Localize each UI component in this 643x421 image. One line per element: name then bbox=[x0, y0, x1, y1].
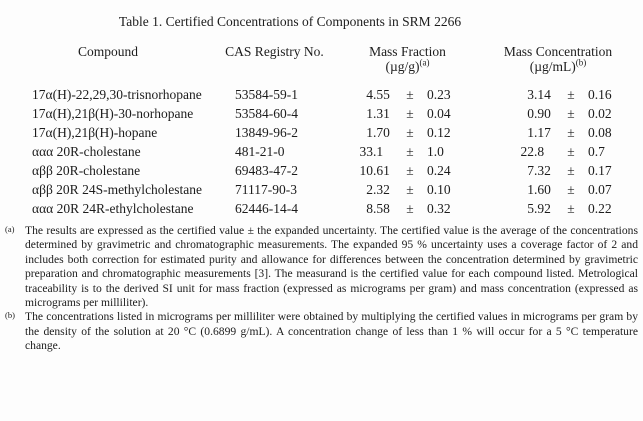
uncertainty: 0.17 bbox=[588, 163, 612, 178]
mass-concentration-cell bbox=[478, 123, 638, 142]
uncertainty: 0.23 bbox=[427, 87, 451, 102]
mass-fraction-cell bbox=[337, 104, 478, 123]
table-header-row bbox=[32, 45, 638, 74]
plus-minus-sign: ± bbox=[406, 163, 414, 178]
uncertainty: 0.22 bbox=[588, 201, 612, 216]
mass-concentration-cell bbox=[478, 85, 638, 104]
compound-cell: αββ 20R 24S-methylcholestane bbox=[32, 182, 203, 197]
plus-minus-sign: ± bbox=[406, 87, 414, 102]
value-integer: 1 bbox=[366, 125, 373, 140]
mass-fraction-cell bbox=[337, 142, 478, 161]
footnote-text-a: The results are expressed as the certified value ± the expanded uncertainty. The certified value is the average of the concentrations determined by gravimetric and chromatographic measurements. The expanded 95 % uncertainty uses a coverage factor of 2 and includes both correction for estimated purity and allowance for differences between the concentration determined by gravimetric preparation and chromatographic measurements [3]. The measurand is the certified value for each compound listed. Metrological traceability is to the derived SI unit for mass fraction (expressed as micrograms per gram) and mass concentration (expressed as micrograms per milliliter). bbox=[25, 224, 638, 310]
plus-minus-sign: ± bbox=[406, 106, 414, 121]
table-row bbox=[32, 180, 638, 199]
table-row bbox=[32, 199, 638, 218]
footnote-marker-b: (b) bbox=[5, 310, 15, 321]
uncertainty: 0.07 bbox=[588, 182, 612, 197]
value-fraction: .1 bbox=[373, 144, 384, 159]
value-fraction: .70 bbox=[373, 125, 390, 140]
value-integer: 5 bbox=[527, 201, 534, 216]
compound-cell: 17α(H),21β(H)-30-norhopane bbox=[32, 106, 194, 121]
footnote-b bbox=[5, 310, 638, 353]
value-fraction: .60 bbox=[534, 182, 551, 197]
compound-cell: αββ 20R-cholestane bbox=[32, 163, 141, 178]
mass-concentration-cell bbox=[478, 199, 638, 218]
mass-concentration-cell bbox=[478, 142, 638, 161]
table-row bbox=[32, 85, 638, 104]
footnote-ref-a: (a) bbox=[419, 57, 430, 67]
mass-fraction-unit: (µg/g) bbox=[385, 58, 420, 74]
footnote-marker-a: (a) bbox=[5, 224, 15, 234]
table-row bbox=[32, 142, 638, 161]
value-fraction: .32 bbox=[534, 163, 551, 178]
plus-minus-sign: ± bbox=[567, 163, 575, 178]
mass-concentration-cell bbox=[478, 104, 638, 123]
uncertainty: 0.12 bbox=[427, 125, 451, 140]
cas-cell: 69483-47-2 bbox=[235, 163, 298, 178]
uncertainty: 0.7 bbox=[588, 144, 605, 159]
cas-cell: 53584-59-1 bbox=[235, 87, 298, 102]
value-integer: 22 bbox=[520, 144, 534, 159]
mass-fraction-label: Mass Fraction bbox=[369, 44, 446, 59]
value-integer: 3 bbox=[527, 87, 534, 102]
value-fraction: .58 bbox=[373, 201, 390, 216]
cas-cell: 62446-14-4 bbox=[235, 201, 298, 216]
plus-minus-sign: ± bbox=[567, 182, 575, 197]
cas-cell: 481-21-0 bbox=[235, 144, 285, 159]
compound-cell: 17α(H),21β(H)-hopane bbox=[32, 125, 158, 140]
value-integer: 10 bbox=[359, 163, 373, 178]
certified-concentrations-table bbox=[32, 45, 638, 218]
cas-cell: 13849-96-2 bbox=[235, 125, 298, 140]
uncertainty: 1.0 bbox=[427, 144, 444, 159]
uncertainty: 0.32 bbox=[427, 201, 451, 216]
mass-concentration-cell bbox=[478, 180, 638, 199]
uncertainty: 0.16 bbox=[588, 87, 612, 102]
mass-fraction-cell bbox=[337, 199, 478, 218]
footnote-a bbox=[5, 224, 638, 310]
column-header-mass-concentration bbox=[478, 45, 638, 74]
table-title: Table 1. Certified Concentrations of Components in SRM 2266 bbox=[118, 14, 462, 29]
plus-minus-sign: ± bbox=[406, 201, 414, 216]
value-integer: 8 bbox=[366, 201, 373, 216]
value-integer: 7 bbox=[527, 163, 534, 178]
plus-minus-sign: ± bbox=[567, 125, 575, 140]
plus-minus-sign: ± bbox=[567, 87, 575, 102]
compound-cell: ααα 20R 24R-ethylcholestane bbox=[32, 201, 194, 216]
table-row bbox=[32, 104, 638, 123]
value-fraction: .61 bbox=[373, 163, 390, 178]
value-integer: 1 bbox=[366, 106, 373, 121]
uncertainty: 0.08 bbox=[588, 125, 612, 140]
mass-concentration-label: Mass Concentration bbox=[503, 44, 613, 59]
table-row bbox=[32, 161, 638, 180]
table-row bbox=[32, 123, 638, 142]
mass-fraction-cell bbox=[337, 123, 478, 142]
compound-cell: 17α(H)-22,29,30-trisnorhopane bbox=[32, 87, 202, 102]
table-body bbox=[32, 85, 638, 218]
mass-fraction-cell bbox=[337, 161, 478, 180]
value-fraction: .55 bbox=[373, 87, 390, 102]
value-fraction: .92 bbox=[534, 201, 551, 216]
value-fraction: .14 bbox=[534, 87, 551, 102]
uncertainty: 0.02 bbox=[588, 106, 612, 121]
plus-minus-sign: ± bbox=[406, 182, 414, 197]
footnote-ref-b: (b) bbox=[575, 57, 587, 67]
plus-minus-sign: ± bbox=[406, 144, 414, 159]
value-fraction: .32 bbox=[373, 182, 390, 197]
plus-minus-sign: ± bbox=[567, 106, 575, 121]
column-header-cas: CAS Registry No. bbox=[225, 44, 324, 59]
mass-concentration-cell bbox=[478, 161, 638, 180]
value-integer: 2 bbox=[366, 182, 373, 197]
uncertainty: 0.10 bbox=[427, 182, 451, 197]
column-header-mass-fraction bbox=[337, 45, 478, 74]
plus-minus-sign: ± bbox=[567, 201, 575, 216]
value-integer: 4 bbox=[366, 87, 373, 102]
cas-cell: 71117-90-3 bbox=[235, 182, 297, 197]
value-fraction: .17 bbox=[534, 125, 551, 140]
plus-minus-sign: ± bbox=[406, 125, 414, 140]
value-integer: 1 bbox=[527, 182, 534, 197]
compound-cell: ααα 20R-cholestane bbox=[32, 144, 141, 159]
cas-cell: 53584-60-4 bbox=[235, 106, 298, 121]
value-fraction: .90 bbox=[534, 106, 551, 121]
column-header-compound: Compound bbox=[77, 44, 138, 59]
value-integer: 1 bbox=[527, 125, 534, 140]
mass-fraction-cell bbox=[337, 180, 478, 199]
footnote-text-b: The concentrations listed in micrograms per milliliter were obtained by multiplying the certified values in micrograms per gram by the density of the solution at 20 °C (0.6899 g/mL). A concentration change of less than 1 % will occur for a 5 °C temperature change. bbox=[25, 310, 638, 353]
mass-fraction-cell bbox=[337, 85, 478, 104]
uncertainty: 0.24 bbox=[427, 163, 451, 178]
plus-minus-sign: ± bbox=[567, 144, 575, 159]
value-fraction: .8 bbox=[534, 144, 545, 159]
mass-concentration-unit: (µg/mL) bbox=[529, 58, 576, 74]
value-fraction: .31 bbox=[373, 106, 390, 121]
uncertainty: 0.04 bbox=[427, 106, 451, 121]
footnotes-section bbox=[5, 224, 638, 354]
value-integer: 0 bbox=[527, 106, 534, 121]
value-integer: 33 bbox=[359, 144, 373, 159]
